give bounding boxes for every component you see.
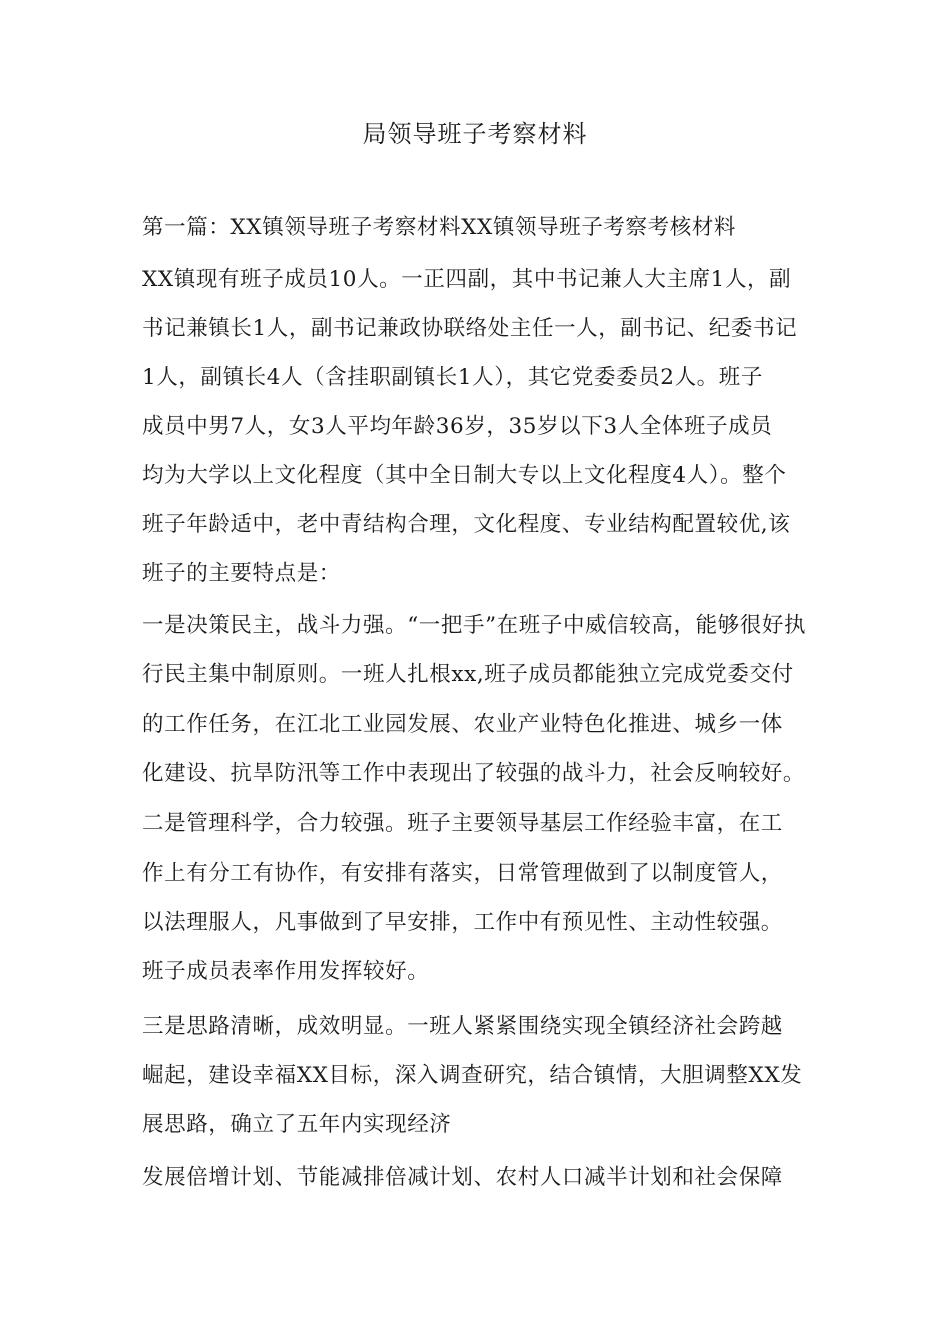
body-line: 一是决策民主，战斗力强。“一把手”在班子中威信较高，能够很好执 bbox=[142, 613, 807, 638]
body-line: 第一篇：XX镇领导班子考察材料XX镇领导班子考察考核材料 bbox=[142, 215, 737, 240]
body-line: 班子的主要特点是： bbox=[142, 561, 341, 586]
body-line: 二是管理科学，合力较强。班子主要领导基层工作经验丰富，在工 bbox=[142, 811, 783, 836]
body-line: 三是思路清晰，成效明显。一班人紧紧围绕实现全镇经济社会跨越 bbox=[142, 1014, 783, 1039]
body-line: 展思路，确立了五年内实现经济 bbox=[142, 1112, 452, 1137]
body-line: 作上有分工有协作，有安排有落实，日常管理做到了以制度管人， bbox=[142, 861, 783, 886]
body-line: 成员中男7人，女3人平均年龄36岁，35岁以下3人全体班子成员 bbox=[142, 414, 773, 439]
body-line: XX镇现有班子成员10人。一正四副，其中书记兼人大主席1人，副 bbox=[142, 267, 792, 292]
body-line: 均为大学以上文化程度（其中全日制大专以上文化程度4人）。整个 bbox=[142, 463, 787, 488]
body-line: 行民主集中制原则。一班人扎根xx,班子成员都能独立完成党委交付 bbox=[142, 662, 794, 687]
body-line: 1人，副镇长4人（含挂职副镇长1人），其它党委委员2人。班子 bbox=[142, 365, 763, 390]
body-line: 化建设、抗旱防汛等工作中表现出了较强的战斗力，社会反响较好。 bbox=[142, 761, 806, 786]
body-line: 的工作任务，在江北工业园发展、农业产业特色化推进、城乡一体 bbox=[142, 712, 783, 737]
body-line: 崛起，建设幸福XX目标，深入调查研究，结合镇情，大胆调整XX发 bbox=[142, 1063, 803, 1088]
body-line: 书记兼镇长1人，副书记兼政协联络处主任一人，副书记、纪委书记 bbox=[142, 316, 798, 341]
body-line: 班子成员表率作用发挥较好。 bbox=[142, 959, 430, 984]
body-line: 发展倍增计划、节能减排倍减计划、农村人口减半计划和社会保障 bbox=[142, 1165, 783, 1190]
document-title: 局领导班子考察材料 bbox=[362, 120, 588, 148]
body-line: 班子年龄适中，老中青结构合理，文化程度、专业结构配置较优,该 bbox=[142, 512, 791, 537]
body-line: 以法理服人，凡事做到了早安排，工作中有预见性、主动性较强。 bbox=[142, 910, 783, 935]
